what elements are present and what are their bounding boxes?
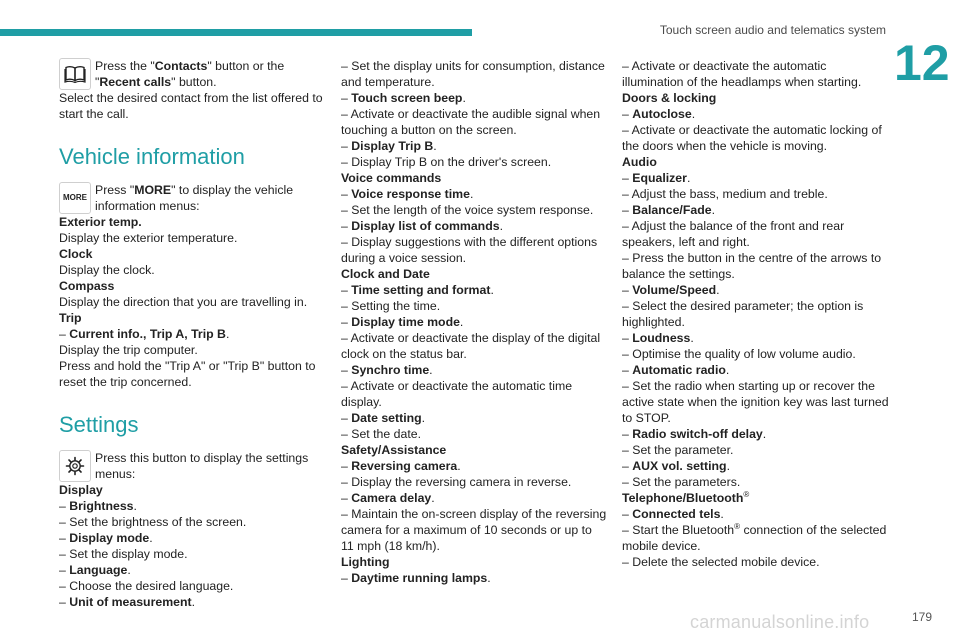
lighting-heading: Lighting	[341, 555, 390, 569]
ext-temp-text: Display the exterior temperature.	[59, 231, 238, 245]
column-2: – Set the display units for consumption, distance and temperature. – Touch screen beep. – Activate or deactivate the audible signal when touching a button on the screen. – Display Trip B. – Display Trip B on the driver's screen. Voice commands – Voice response time. – Set the length of the voice system response. – Display list of commands. – Display suggestions with the different options during a voice session. Clock and Date – Time setting and format. – Setting the time. – Display time mode. – Activate or deactivate the display of the digital clock on the status bar. – Synchro time. – Activate or deactivate the automatic time display. – Date setting. – Set the date. Safety/Assistance – Reversing camera. – Display the reversing camera in reverse. – Camera delay. – Maintain the on-screen display of the reversing camera for a maximum of 10 seconds or up to 11 mph (18 km/h). Lighting – Daytime running lamps.	[341, 59, 607, 585]
column-1: Press the "Contacts" button or the "Recent calls" button. Select the desired contact from the list offered to start the call. Vehicle information MORE Press "MORE" to display the vehicle information menus: Exterior temp. Display the exterior temperature. Clock Display the clock. Compass Display the direction that you are travelling in. Trip – Current info., Trip A, Trip B. Display the trip computer. Press and hold the "Trip A" or "Trip B" button to reset the trip concerned. Settings Press this button to display the settings menus: Display – Brightness. – Set the brightness of the screen. – Display mode. – Set the display mode. – Language. – Choose the desired language. – Unit of measurement.	[59, 58, 325, 610]
ext-temp-heading: Exterior temp.	[59, 215, 142, 229]
more-button-icon: MORE	[59, 182, 91, 214]
column-3: – Activate or deactivate the automatic illumination of the headlamps when starting. Doors & locking – Autoclose. – Activate or deactivate the automatic locking of the doors when the vehicle is moving. Audio – Equalizer. – Adjust the bass, medium and treble. – Balance/Fade. – Adjust the balance of the front and rear speakers, left and right. – Press the button in the centre of the arrows to balance the settings. – Volume/Speed. – Select the desired parameter; the option is highlighted. – Loudness. – Optimise the quality of low volume audio. – Automatic radio. – Set the radio when starting up or recover the active state when the ignition key was last turned to STOP. – Radio switch-off delay. – Set the parameter. – AUX vol. setting. – Set the parameters. Telephone/Bluetooth® – Connected tels. – Start the Bluetooth® connection of the selected mobile device. – Delete the selected mobile device.	[622, 59, 889, 569]
header-title: Touch screen audio and telematics system	[659, 23, 886, 37]
clock-heading: Clock	[59, 247, 93, 261]
telephone-heading: Telephone/Bluetooth®	[622, 489, 750, 505]
display-heading: Display	[59, 483, 103, 497]
trip-heading: Trip	[59, 311, 82, 325]
chapter-number: 12	[894, 35, 950, 91]
gear-icon	[59, 450, 91, 482]
select-contact-text: Select the desired contact from the list offered to start the call.	[59, 91, 323, 121]
clock-text: Display the clock.	[59, 263, 155, 277]
watermark: carmanualsonline.info	[690, 612, 870, 632]
settings-instruction	[59, 450, 325, 482]
clock-date-heading: Clock and Date	[341, 267, 430, 281]
settings-title: Settings	[59, 412, 139, 437]
more-instruction: MORE Press "MORE" to display the vehicle information menus:	[59, 182, 325, 214]
voice-heading: Voice commands	[341, 171, 442, 185]
contacts-instruction: Press the "Contacts" button or the "Recent calls" button.	[59, 58, 325, 90]
doors-heading: Doors & locking	[622, 91, 717, 105]
compass-heading: Compass	[59, 279, 115, 293]
compass-text: Display the direction that you are travelling in.	[59, 295, 308, 309]
safety-heading: Safety/Assistance	[341, 443, 447, 457]
audio-heading: Audio	[622, 155, 657, 169]
trip-item: – Current info., Trip A, Trip B.	[59, 327, 230, 341]
trip-text-2: Press and hold the "Trip A" or "Trip B" button to reset the trip concerned.	[59, 359, 316, 389]
page-number: 179	[911, 610, 932, 624]
contacts-book-icon	[59, 58, 91, 90]
header-accent-bar	[0, 29, 472, 36]
settings-text: Press this button to display the settings menus:	[95, 451, 309, 481]
vehicle-info-title: Vehicle information	[59, 144, 245, 169]
trip-text-1: Display the trip computer.	[59, 343, 198, 357]
